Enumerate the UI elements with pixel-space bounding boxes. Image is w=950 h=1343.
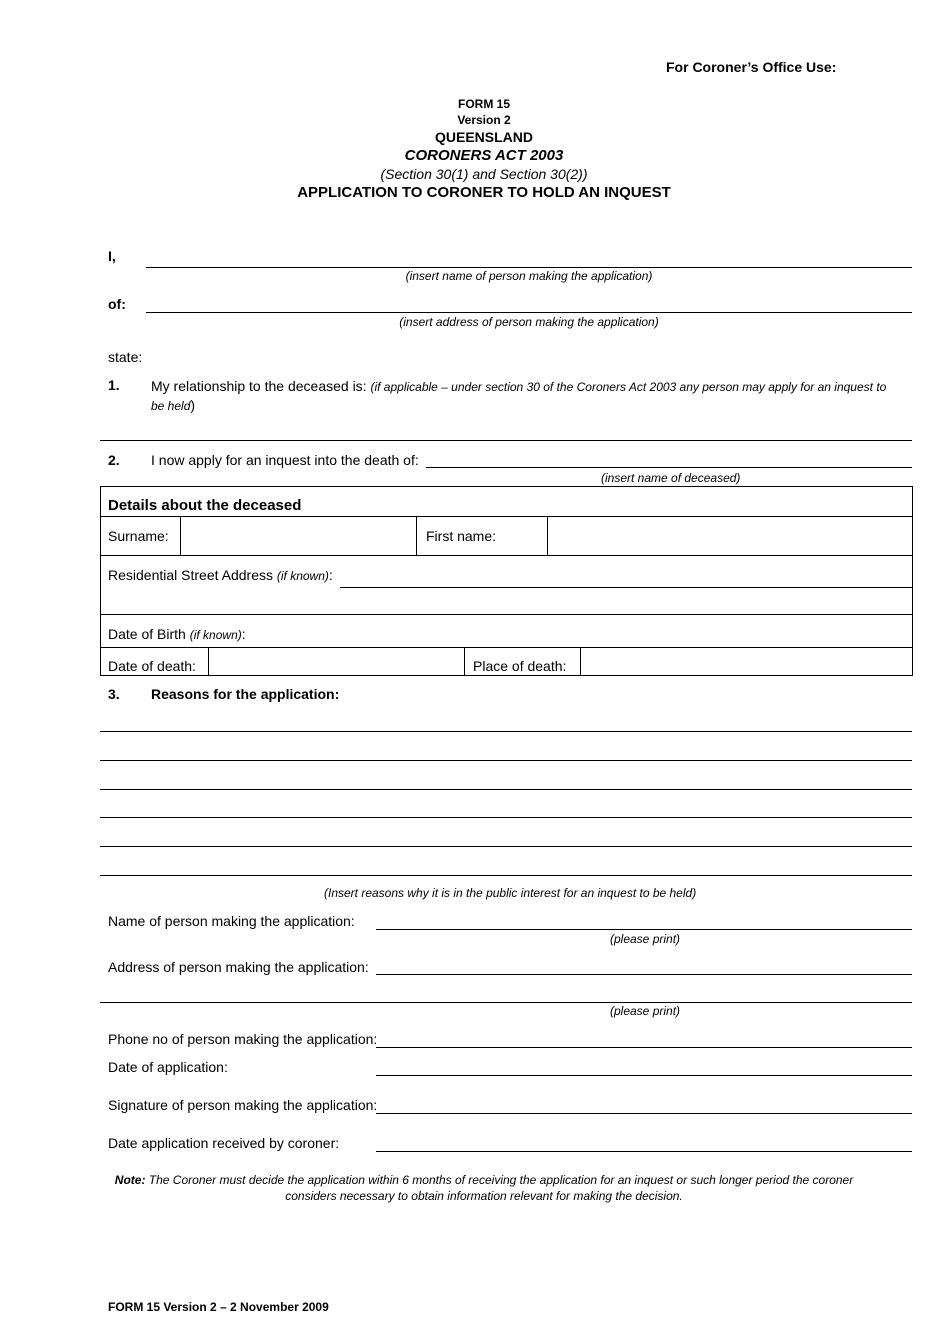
phone-field[interactable] bbox=[376, 1047, 912, 1048]
note-label: Note: bbox=[114, 1173, 146, 1187]
date-received-label: Date application received by coroner: bbox=[108, 1135, 340, 1151]
divider bbox=[464, 647, 465, 676]
dob-colon: : bbox=[241, 626, 246, 642]
dob-hint: (if known) bbox=[189, 628, 242, 642]
applicant-name-hint: (insert name of person making the application) bbox=[405, 269, 653, 283]
act-name: CORONERS ACT 2003 bbox=[404, 147, 564, 164]
print-hint: (please print) bbox=[610, 932, 681, 946]
item1-text bbox=[151, 377, 891, 415]
of-label: of: bbox=[108, 296, 126, 312]
date-of-application-field[interactable] bbox=[376, 1075, 912, 1076]
place-of-death-label: Place of death: bbox=[473, 658, 567, 674]
office-use-label: For Coroner’s Office Use: bbox=[666, 59, 837, 75]
deceased-heading: Details about the deceased bbox=[108, 497, 302, 514]
reasons-line[interactable] bbox=[100, 817, 912, 818]
applicant-address-hint: (insert address of person making the application) bbox=[399, 315, 659, 329]
divider bbox=[100, 614, 913, 615]
print-hint: (please print) bbox=[610, 1004, 681, 1018]
applicant-print-address-field-2[interactable] bbox=[100, 1002, 912, 1003]
note-text-1: The Coroner must decide the application within 6 months of receiving the application for an inquest or such longer period the coroner bbox=[148, 1173, 854, 1187]
reasons-line[interactable] bbox=[100, 789, 912, 790]
divider bbox=[416, 516, 417, 555]
i-label: I, bbox=[108, 248, 116, 264]
state-label: state: bbox=[108, 349, 143, 365]
place-of-death-input[interactable] bbox=[581, 648, 912, 675]
date-of-death-label: Date of death: bbox=[108, 658, 196, 674]
phone-label: Phone no of person making the application: bbox=[108, 1031, 378, 1047]
signature-field[interactable] bbox=[376, 1113, 912, 1114]
note bbox=[100, 1172, 868, 1204]
first-name-input[interactable] bbox=[548, 517, 912, 555]
form-number: FORM 15 bbox=[457, 97, 510, 111]
reasons-hint: (Insert reasons why it is in the public interest for an inquest to be held) bbox=[324, 886, 697, 900]
address-input[interactable] bbox=[340, 587, 913, 588]
first-name-label: First name: bbox=[426, 528, 497, 544]
address-hint: (if known) bbox=[276, 569, 329, 583]
relationship-field[interactable] bbox=[100, 440, 912, 441]
note-line-1 bbox=[100, 1172, 868, 1188]
surname-label: Surname: bbox=[108, 528, 169, 544]
address-colon: : bbox=[328, 567, 333, 583]
item3-number: 3. bbox=[108, 686, 120, 702]
reasons-line[interactable] bbox=[100, 731, 912, 732]
applicant-name-field[interactable] bbox=[146, 267, 912, 268]
page-footer: FORM 15 Version 2 – 2 November 2009 bbox=[108, 1300, 329, 1314]
dob-label-text: Date of Birth bbox=[108, 626, 186, 642]
reasons-line[interactable] bbox=[100, 760, 912, 761]
item1-hint-close: ) bbox=[190, 397, 196, 413]
applicant-print-address-label: Address of person making the application: bbox=[108, 959, 369, 975]
date-of-death-input[interactable] bbox=[209, 648, 464, 675]
deceased-name-hint: (insert name of deceased) bbox=[601, 471, 741, 485]
applicant-print-address-field[interactable] bbox=[376, 974, 912, 975]
item1-number: 1. bbox=[108, 377, 120, 393]
applicant-print-name-field[interactable] bbox=[376, 929, 912, 930]
applicant-address-field[interactable] bbox=[146, 312, 912, 313]
note-text-2: considers necessary to obtain information relevant for making the decision. bbox=[285, 1189, 683, 1203]
item2-text: I now apply for an inquest into the death of: bbox=[151, 452, 419, 468]
dob-label bbox=[108, 626, 246, 642]
item1-hint: (if applicable – under section 30 of the Coroners Act 2003 any person may apply for an inquest to be held bbox=[151, 380, 887, 413]
address-label-text: Residential Street Address bbox=[108, 567, 273, 583]
signature-label: Signature of person making the application: bbox=[108, 1097, 378, 1113]
surname-input[interactable] bbox=[181, 517, 416, 555]
date-of-application-label: Date of application: bbox=[108, 1059, 228, 1075]
item2-number: 2. bbox=[108, 452, 120, 468]
date-received-field[interactable] bbox=[376, 1151, 912, 1152]
reasons-line[interactable] bbox=[100, 875, 912, 876]
page-title: APPLICATION TO CORONER TO HOLD AN INQUEST bbox=[297, 184, 671, 201]
divider bbox=[100, 555, 913, 556]
act-sections: (Section 30(1) and Section 30(2)) bbox=[380, 166, 588, 182]
reasons-line[interactable] bbox=[100, 846, 912, 847]
dob-input[interactable] bbox=[240, 616, 912, 646]
applicant-print-name-label: Name of person making the application: bbox=[108, 913, 355, 929]
item3-text: Reasons for the application: bbox=[151, 686, 340, 702]
address-label bbox=[108, 567, 333, 583]
item1-label: My relationship to the deceased is: bbox=[151, 378, 367, 394]
form-header bbox=[0, 96, 950, 203]
deceased-name-field[interactable] bbox=[426, 467, 912, 468]
state-name: QUEENSLAND bbox=[434, 129, 533, 145]
form-version: Version 2 bbox=[457, 113, 511, 127]
